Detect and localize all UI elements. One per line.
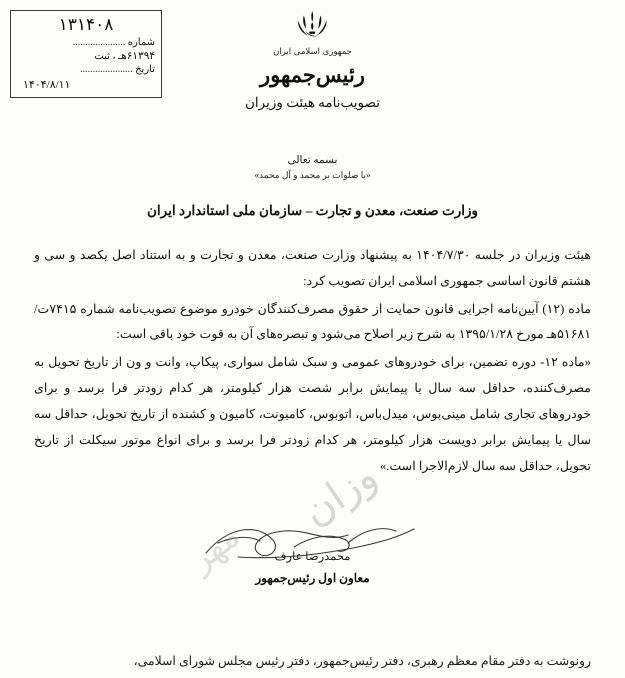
document-body <box>34 243 591 479</box>
document-header <box>0 0 625 148</box>
registration-letter-prefix: ، ثبت <box>94 51 116 62</box>
body-paragraph-2: ماده (۱۲) آیین‌نامه اجرایی قانون حمایت از حقوق مصرف‌کنندگان خودرو موضوع تصویب‌نامه شماره ۷۴۱۵ت/۵۱۶۸۱هـ مورخ ۱۳۹۵/۱/۲۸ به شرح زیر اصلاح می‌شود و تبصره‌های آن به قوت خود باقی است: <box>34 301 592 342</box>
signatory-name: محمدرضا عارف <box>274 551 351 564</box>
besmeh-block <box>0 154 625 181</box>
registration-dots-2: ..................... <box>80 64 133 75</box>
watermark-primary: وزان <box>294 452 385 535</box>
addressee-line: وزارت صنعت، معدن و تجارت – سازمان ملی استاندارد ایران <box>146 203 479 218</box>
signatory-role: معاون اول رئیس‌جمهور <box>255 571 370 586</box>
emblem-caption: جمهوری اسلامی ایران <box>273 47 352 57</box>
footer-distribution-list: رونوشت به دفتر مقام معظم رهبری، دفتر رئیس‌جمهور، دفتر رئیس مجلس شورای اسلامی، <box>133 654 591 669</box>
body-paragraph-1: هیئت وزیران در جلسه ۱۴۰۴/۷/۳۰ به پیشنهاد وزارت صنعت، معدن و تجارت و به استناد اصل یکصد و سی و هشتم قانون اساسی جمهوری اسلامی ایران تصویب کرد: <box>34 248 592 288</box>
body-quote-1: «ماده ۱۲- دوره تضمین، برای خودروهای عمومی و سبک شامل سواری، پیکاپ، وانت و ون از تاریخ تحویل به مصرف‌کننده، حداقل سه سال یا پیمایش برابر شصت هزار کیلومتر، هر کدام زودتر فرا برسد و برای خودروهای تجاری شامل مینی‌بوس، میدل‌باس، اتوبوس، کامیونت، کامیون و کشنده از تاریخ تحویل، حداقل سه سال یا پیمایش برابر دویست هزار کیلومتر، هر کدام زودتر فرا برسد و برای انواع موتور سیکلت از تاریخ تحویل، حداقل سه سال لازم‌الاجرا است.» <box>34 355 591 473</box>
iran-emblem-icon <box>290 8 336 46</box>
registration-date-label: تاریخ <box>135 64 155 75</box>
page-title: رئیس‌جمهور <box>260 63 365 87</box>
signature-block <box>0 513 625 605</box>
watermark-secondary: مهر <box>182 517 247 580</box>
emblem-block <box>0 8 625 111</box>
registration-dots-1: ..................... <box>72 37 126 48</box>
registration-number: ۱۳۱۴۰۸ <box>58 15 114 34</box>
besmeh-line-1: بسمه تعالی <box>287 155 338 166</box>
page-subtitle: تصویب‌نامه هیئت وزیران <box>245 95 380 110</box>
registration-number-label: شماره <box>127 37 155 48</box>
registration-letter-code: ۶۱۳۹۴هـ <box>118 51 155 62</box>
besmeh-line-2: «با صلوات بر محمد و آل محمد» <box>254 170 371 180</box>
registration-date-value: ۱۴۰۴/۸/۱۱ <box>23 79 71 91</box>
